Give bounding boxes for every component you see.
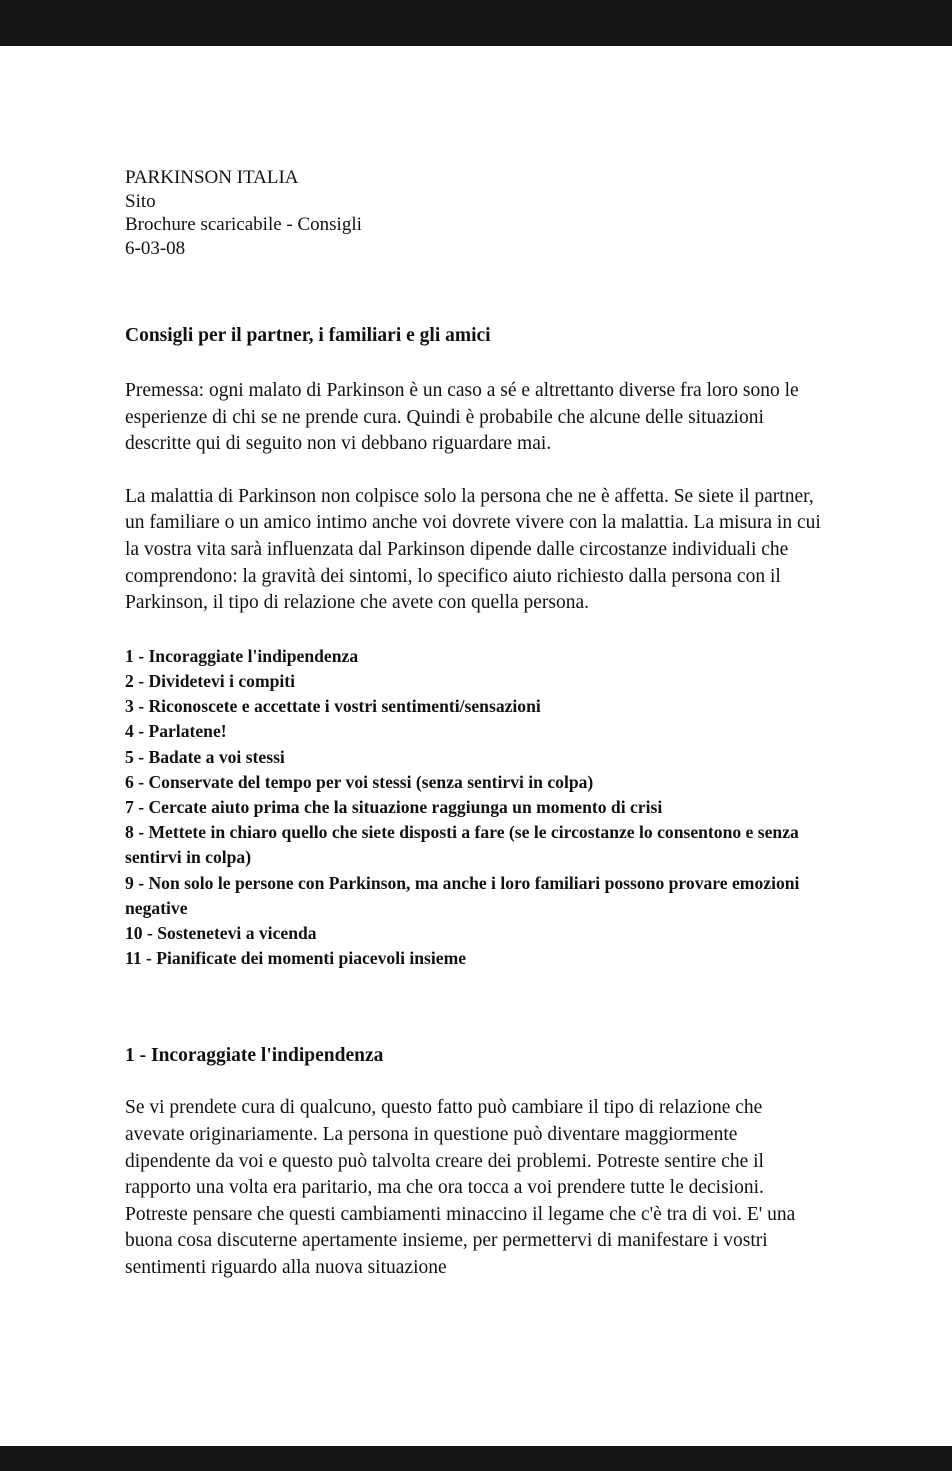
bottom-bar [0, 1446, 952, 1471]
intro-paragraph: Premessa: ogni malato di Parkinson è un caso a sé e altrettanto diverse fra loro sono le esperienze di chi se ne prende cura. Quindi è probabile che alcune delle situazioni descritte qui di seguito non vi debbano riguardare mai. [125, 380, 799, 455]
list-item: 7 - Cercate aiuto prima che la situazione raggiunga un momento di crisi [125, 796, 663, 817]
document-page [125, 166, 825, 1282]
section-paragraph: Se vi prendete cura di qualcuno, questo fatto può cambiare il tipo di relazione che avevate originariamente. La persona in questione può diventare maggiormente dipendente da voi e questo può talvolta creare dei problemi. Potreste sentire che il rapporto una volta era paritario, ma che ora tocca a voi prendere tutte le decisioni. Potreste pensare che questi cambiamenti minaccino il legame che c'è tra di voi. E' una buona cosa discuterne apertamente insieme, per permettervi di manifestare i vostri sentimenti riguardo alla nuova situazione [125, 1097, 796, 1278]
list-item: 2 - Dividetevi i compiti [125, 670, 296, 691]
document-header [125, 166, 825, 260]
list-item: 3 - Riconoscete e accettate i vostri sentimenti/sensazioni [125, 696, 541, 717]
list-item: 9 - Non solo le persone con Parkinson, ma anche i loro familiari possono provare emozioni negative [125, 872, 800, 918]
list-item: 1 - Incoraggiate l'indipendenza [125, 645, 359, 666]
list-item: 8 - Mettete in chiaro quello che siete disposti a fare (se le circostanze lo consentono e senza sentirvi in colpa) [125, 822, 799, 868]
site-label: Sito [125, 190, 156, 212]
list-item: 4 - Parlatene! [125, 721, 227, 742]
body-paragraph: La malattia di Parkinson non colpisce solo la persona che ne è affetta. Se siete il partner, un familiare o un amico intimo anche voi dovrete vivere con la malattia. La misura in cui la vostra vita sarà influenzata dal Parkinson dipende dalle circostanze individuali che comprendono: la gravità dei sintomi, lo specifico aiuto richiesto dalla persona con il Parkinson, il tipo di relazione che avete con quella persona. [125, 485, 821, 614]
document-date: 6-03-08 [125, 237, 186, 259]
list-item: 11 - Pianificate dei momenti piacevoli insieme [125, 948, 467, 969]
advice-list [125, 644, 825, 972]
section-title: 1 - Incoraggiate l'indipendenza [125, 1045, 384, 1067]
list-item: 6 - Conservate del tempo per voi stessi (senza sentirvi in colpa) [125, 771, 594, 792]
brochure-label: Brochure scaricabile - Consigli [125, 214, 362, 235]
top-bar [0, 0, 952, 46]
org-name: PARKINSON ITALIA [125, 167, 299, 188]
list-item: 10 - Sostenetevi a vicenda [125, 922, 317, 943]
page-title: Consigli per il partner, i familiari e gli amici [125, 325, 491, 346]
list-item: 5 - Badate a voi stessi [125, 746, 285, 767]
